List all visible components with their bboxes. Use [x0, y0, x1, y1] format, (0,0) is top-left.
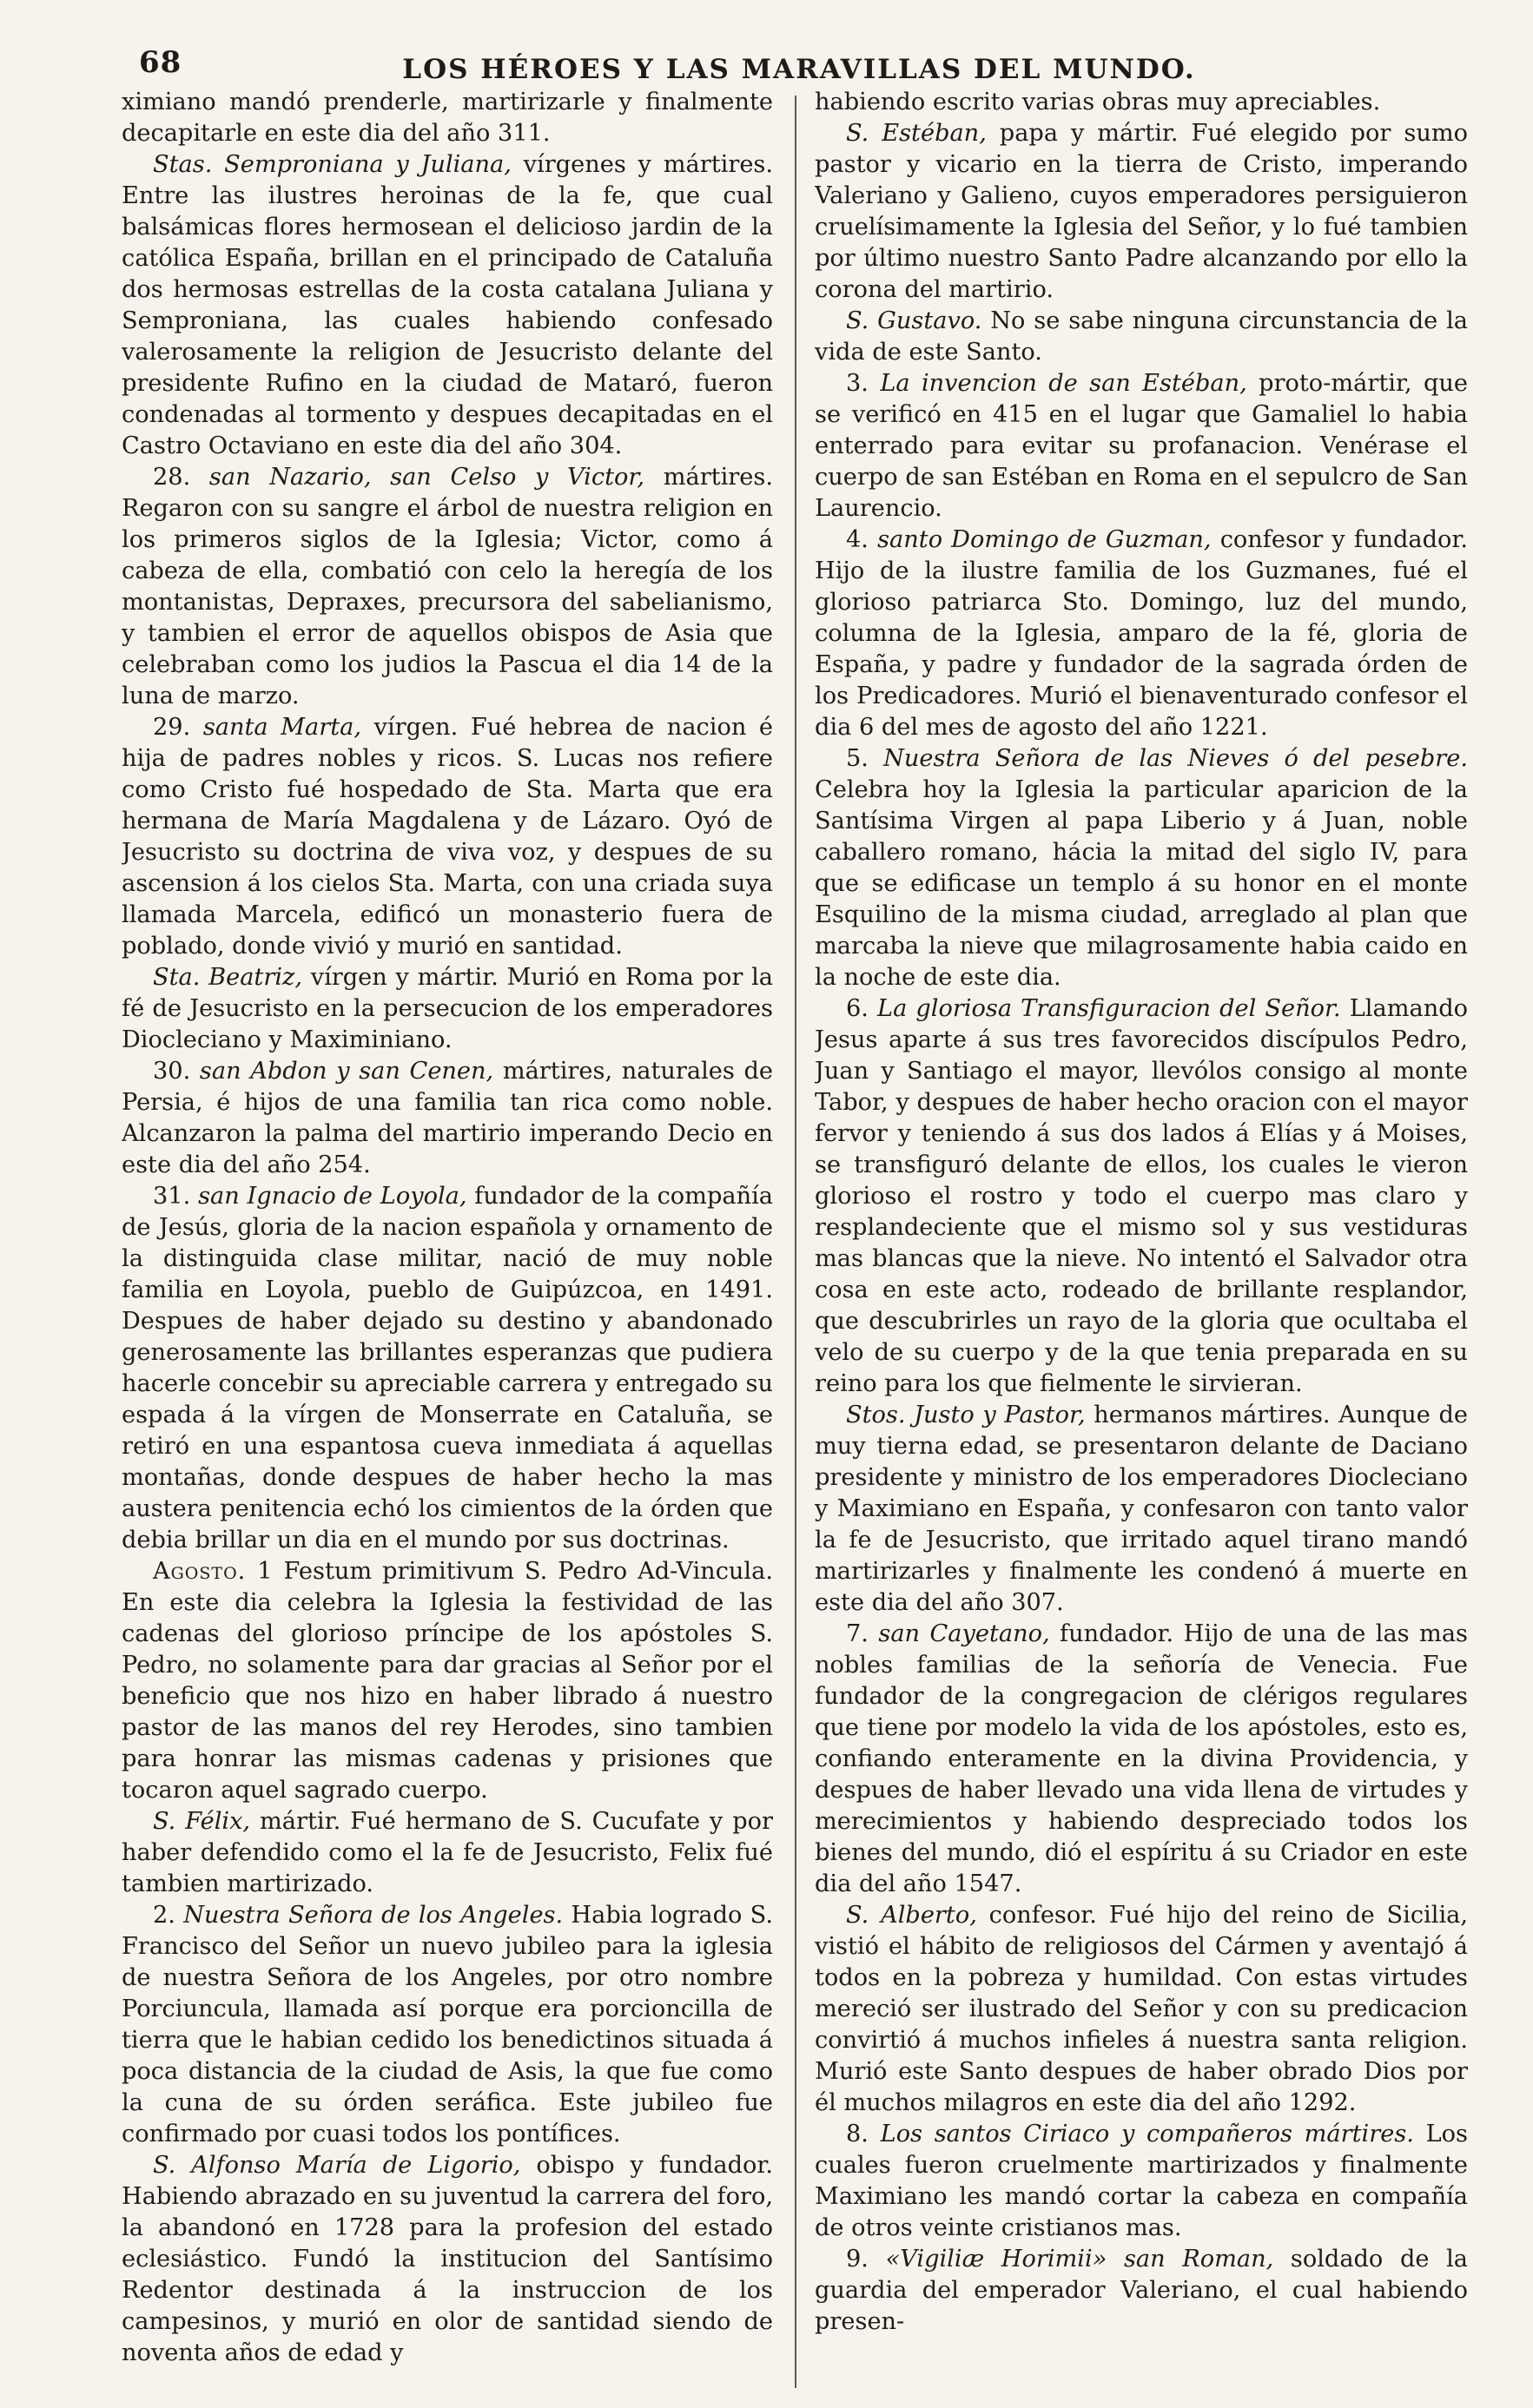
calendar-entry	[815, 993, 1468, 1400]
calendar-entry	[815, 524, 1468, 743]
entry-date: 7.	[846, 1620, 869, 1647]
saint-name: santa Marta,	[202, 714, 362, 741]
entry-text: ximiano mandó prenderle, martirizarle y finalmente decapitarle en este dia del año 311.	[122, 89, 773, 147]
calendar-entry	[122, 962, 773, 1056]
calendar-entry	[815, 2244, 1468, 2338]
entry-text: vírgen y mártir. Murió en Roma por la fé de Jesucristo en la persecucion de los emperadores Diocleciano y Maximiniano.	[122, 964, 773, 1053]
saint-name: Sta. Beatriz,	[153, 964, 302, 991]
saint-name: La invencion de san Estéban,	[880, 370, 1247, 397]
calendar-entry	[815, 2119, 1468, 2244]
entry-text: mártires, naturales de Persia, é hijos de una familia tan rica como noble. Alcanzaron la palma del martirio imperando Decio en este dia del año 254.	[122, 1058, 773, 1178]
right-column	[815, 87, 1468, 2397]
calendar-entry	[815, 306, 1468, 368]
entry-text: fundador. Hijo de una de las mas nobles familias de la señoría de Venecia. Fue fundador de la congregacion de clérigos regulares que tiene por modelo la vida de los apóstoles, esto es, confiando enteramente en la divina Providencia, y despues de haber llevado una vida llena de virtudes y merecimientos y habiendo despreciado todos los bienes del mundo, dió el espíritu á su Criador en este dia del año 1547.	[815, 1620, 1468, 1897]
entry-date: 9.	[846, 2246, 869, 2273]
entry-text: Festum primitivum S. Pedro Ad-Vincula. En este dia celebra la Iglesia la festividad de las cadenas del glorioso príncipe de los apóstoles S. Pedro, no solamente para dar gracias al Señor por el beneficio que nos hizo en haber librado á nuestro pastor de las manos del rey Herodes, sino tambien para honrar las mismas cadenas y prisiones que tocaron aquel sagrado cuerpo.	[122, 1558, 773, 1804]
entry-text: habiendo escrito varias obras muy apreciables.	[815, 89, 1381, 115]
calendar-entry	[122, 1806, 773, 1900]
entry-text: confesor y fundador. Hijo de la ilustre familia de los Guzmanes, fué el glorioso patriarca Sto. Domingo, luz del mundo, columna de la Iglesia, amparo de la fé, gloria de España, y padre y fundador de la sagrada órden de los Predicadores. Murió el bienaventurado confesor el dia 6 del mes de agosto del año 1221.	[815, 526, 1468, 741]
entry-text: Celebra hoy la Iglesia la particular aparicion de la Santísima Virgen al papa Liberio y á Juan, noble caballero romano, hácia la mitad del siglo IV, para que se edificase un templo á su honor en el monte Esquilino de la misma ciudad, arreglado al plan que marcaba la nieve que milagrosamente habia caido en la noche de este dia.	[815, 776, 1468, 991]
entry-text: No se sabe ninguna circunstancia de la vida de este Santo.	[815, 307, 1468, 366]
saint-name: S. Alberto,	[846, 1902, 977, 1929]
calendar-entry	[815, 743, 1468, 993]
entry-date: 28.	[153, 464, 191, 491]
saint-name: S. Gustavo.	[846, 307, 982, 334]
saint-name: san Ignacio de Loyola,	[198, 1183, 467, 1210]
saint-name: «Vigiliæ Horimii» san Roman,	[885, 2246, 1274, 2273]
entry-text: soldado de la guardia del emperador Valeriano, el cual habiendo presen-	[815, 2246, 1468, 2335]
left-column	[122, 87, 773, 2397]
calendar-entry	[122, 1181, 773, 1556]
entry-date: 31.	[153, 1183, 191, 1210]
saint-name: Nuestra Señora de los Angeles.	[183, 1902, 564, 1929]
calendar-entry	[815, 118, 1468, 306]
saint-name: Stos. Justo y Pastor,	[846, 1402, 1086, 1428]
entry-date: 29.	[153, 714, 191, 741]
calendar-entry	[815, 1400, 1468, 1619]
entry-text: vírgenes y mártires. Entre las ilustres heroinas de la fe, que cual balsámicas flores hermosean el delicioso jardin de la católica España, brillan en el principado de Cataluña dos hermosas estrellas de la costa catalana Juliana y Semproniana, las cuales habiendo confesado valerosamente la religion de Jesucristo delante del presidente Rufino en la ciudad de Mataró, fueron condenadas al tormento y despues decapitadas en el Castro Octaviano en este dia del año 304.	[122, 151, 773, 459]
saint-name: Los santos Ciriaco y compañeros mártires.	[880, 2121, 1414, 2147]
calendar-entry	[122, 712, 773, 962]
entry-date: 30.	[153, 1058, 191, 1085]
saint-name: santo Domingo de Guzman,	[877, 526, 1212, 553]
calendar-entry	[122, 149, 773, 462]
calendar-entry	[122, 87, 773, 149]
entry-text: vírgen. Fué hebrea de nacion é hija de padres nobles y ricos. S. Lucas nos refiere como Cristo fué hospedado de Sta. Marta que era hermana de María Magdalena y de Lázaro. Oyó de Jesucristo su doctrina de viva voz, y despues de su ascension á los cielos Sta. Marta, con una criada suya llamada Marcela, edificó un monasterio fuera de poblado, donde vivió y murió en santidad.	[122, 714, 773, 960]
entry-text: mártir. Fué hermano de S. Cucufate y por haber defendido como el la fe de Jesucristo, Felix fué tambien martirizado.	[122, 1808, 773, 1897]
saint-name: Nuestra Señora de las Nieves ó del pesebre.	[883, 745, 1468, 772]
entry-text: mártires. Regaron con su sangre el árbol de nuestra religion en los primeros siglos de la Iglesia; Victor, como á cabeza de ella, combatió con celo la heregía de los montanistas, Depraxes, precursora del sabelianismo, y tambien el error de aquellos obispos de Asia que celebraban como los judios la Pascua el dia 14 de la luna de marzo.	[122, 464, 773, 709]
entry-date: 8.	[846, 2121, 869, 2147]
saint-name: Stas. Semproniana y Juliana,	[153, 151, 512, 178]
calendar-entry	[122, 462, 773, 712]
entry-text: fundador de la compañía de Jesús, gloria de la nacion española y ornamento de la distinguida clase militar, nació de muy noble familia en Loyola, pueblo de Guipúzcoa, en 1491. Despues de haber dejado su destino y abandonado generosamente las brillantes esperanzas que pudiera hacerle concebir su apreciable carrera y entregado su espada á la vírgen de Monserrate en Cataluña, se retiró en una espantosa cueva inmediata á aquellas montañas, donde despues de haber hecho la mas austera penitencia echó los cimientos de la órden que debia brillar un dia en el mundo por sus doctrinas.	[122, 1183, 773, 1554]
entry-text: Los cuales fueron cruelmente martirizados y finalmente Maximiano les mandó cortar la cabeza en compañía de otros veinte cristianos mas.	[815, 2121, 1468, 2241]
entry-text: hermanos mártires. Aunque de muy tierna edad, se presentaron delante de Daciano presidente y ministro de los emperadores Diocleciano y Maximiano en España, y confesaron con tanto valor la fe de Jesucristo, que irritado aquel tirano mandó martirizarles y finalmente les condenó á muerte en este dia del año 307.	[815, 1402, 1468, 1616]
saint-name: san Abdon y san Cenen,	[199, 1058, 494, 1085]
calendar-entry	[815, 1619, 1468, 1900]
saint-name: san Nazario, san Celso y Victor,	[208, 464, 645, 491]
entry-text: confesor. Fué hijo del reino de Sicilia, vistió el hábito de religiosos del Cármen y aventajó á todos en la pobreza y humildad. Con estas virtudes mereció ser ilustrado del Señor y con su predicacion convirtió á muchos infieles á nuestra santa religion. Murió este Santo despues de haber obrado Dios por él muchos milagros en este dia del año 1292.	[815, 1902, 1468, 2116]
entry-date: 3.	[846, 370, 869, 397]
calendar-entry	[815, 87, 1468, 118]
calendar-entry	[122, 2150, 773, 2369]
entry-date: 4.	[846, 526, 869, 553]
entry-text: obispo y fundador. Habiendo abrazado en su juventud la carrera del foro, la abandonó en 1728 para la profesion del estado eclesiástico. Fundó la institucion del Santísimo Redentor destinada á la instruccion de los campesinos, y murió en olor de santidad siendo de noventa años de edad y	[122, 2152, 773, 2366]
saint-name: S. Alfonso María de Ligorio,	[153, 2152, 521, 2179]
calendar-entry	[122, 1056, 773, 1181]
calendar-entry	[122, 1556, 773, 1806]
saint-name: La gloriosa Transfiguracion del Señor.	[877, 995, 1341, 1022]
saint-name: san Cayetano,	[878, 1620, 1050, 1647]
entry-text: proto-mártir, que se verificó en 415 en el lugar que Gamaliel lo habia enterrado para evitar su profanacion. Venérase el cuerpo de san Estéban en Roma en el sepulcro de San Laurencio.	[815, 370, 1468, 522]
entry-text: Habia logrado S. Francisco del Señor un nuevo jubileo para la iglesia de nuestra Señora de los Angeles, por otro nombre Porciuncula, llamada así porque era porcioncilla de tierra que le habian cedido los benedictinos situada á poca distancia de la ciudad de Asis, la que fue como la cuna de su órden seráfica. Este jubileo fue confirmado por cuasi todos los pontífices.	[122, 1902, 773, 2147]
saint-name: S. Félix,	[153, 1808, 251, 1835]
calendar-entry	[815, 1900, 1468, 2119]
entry-text: papa y mártir. Fué elegido por sumo pastor y vicario en la tierra de Cristo, imperando Valeriano y Galieno, cuyos emperadores persiguieron cruelísimamente la Iglesia del Señor, y lo fué tambien por último nuestro Santo Padre alcanzando por ello la corona del martirio.	[815, 120, 1468, 303]
entry-date: Agosto. 1	[153, 1558, 274, 1585]
calendar-entry	[122, 1900, 773, 2150]
page-number: 68	[139, 45, 182, 80]
column-divider	[795, 96, 796, 2388]
calendar-entry	[815, 368, 1468, 524]
entry-text: Llamando Jesus aparte á sus tres favorecidos discípulos Pedro, Juan y Santiago el mayor, llevólos consigo al monte Tabor, y despues de haber hecho oracion con el mayor fervor y teniendo á sus dos lados á Elías y á Moises, se transfiguró delante de ellos, los cuales le vieron glorioso el rostro y todo el cuerpo mas claro y resplandeciente que el mismo sol y sus vestiduras mas blancas que la nieve. No intentó el Salvador otra cosa en este acto, rodeado de brillante resplandor, que descubrirles un rayo de la gloria que ocultaba el velo de su cuerpo y de la que tenia preparada en su reino para los que fielmente le sirvieran.	[815, 995, 1468, 1397]
running-title: LOS HÉROES Y LAS MARAVILLAS DEL MUNDO.	[402, 54, 1196, 85]
saint-name: S. Estéban,	[846, 120, 987, 147]
entry-date: 2.	[153, 1902, 175, 1929]
entry-date: 6.	[846, 995, 869, 1022]
entry-date: 5.	[846, 745, 869, 772]
